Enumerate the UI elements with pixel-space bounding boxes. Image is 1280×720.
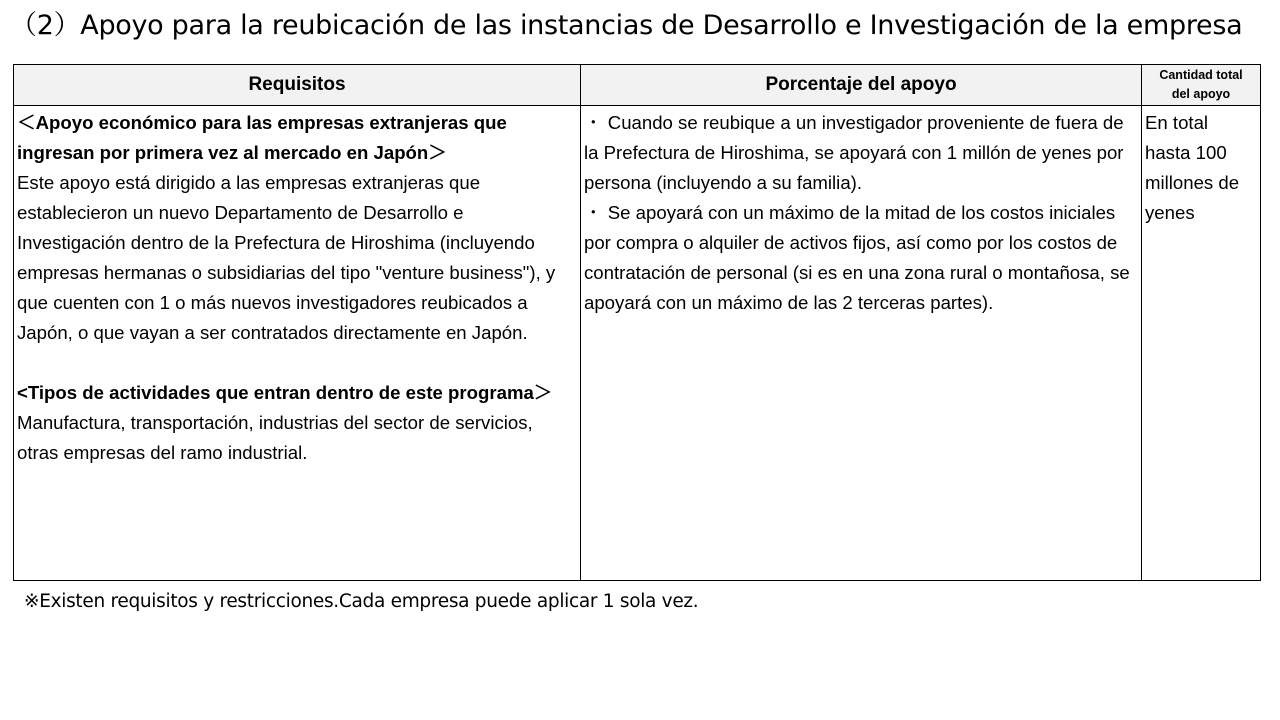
page-title: （2）Apoyo para la reubicación de las instancias de Desarrollo e Investigación de la empresa <box>10 10 1243 41</box>
porcentaje-cell <box>581 106 1142 581</box>
header-cantidad <box>1142 65 1261 106</box>
cantidad-cell <box>1142 106 1261 581</box>
requisitos-heading-apoyo: ＜Apoyo económico para las empresas extranjeras que ingresan por primera vez al mercado en Japón＞ <box>17 112 507 163</box>
support-table <box>13 64 1261 581</box>
paragraph-gap <box>17 348 577 378</box>
porcentaje-item-costos: ・ Se apoyará con un máximo de la mitad de los costos iniciales por compra o alquiler de activos fijos, así como por los costos de contratación de personal (si es en una zona rural o montañosa, se apoyará con un máximo de las 2 terceras partes). <box>584 202 1130 313</box>
table-row <box>14 106 1261 581</box>
footnote: ※Existen requisitos y restricciones.Cada empresa puede aplicar 1 sola vez. <box>24 591 699 612</box>
porcentaje-item-investigador: ・ Cuando se reubique a un investigador proveniente de fuera de la Prefectura de Hiroshima, se apoyará con 1 millón de yenes por persona (incluyendo a su familia). <box>584 112 1124 193</box>
requisitos-cell <box>14 106 581 581</box>
requisitos-body-actividades: Manufactura, transportación, industrias del sector de servicios, otras empresas del ramo industrial. <box>17 412 533 463</box>
header-cantidad-line1: Cantidad total <box>1159 68 1243 82</box>
table-header-row <box>14 65 1261 106</box>
header-cantidad-line2: del apoyo <box>1171 87 1231 101</box>
requisitos-body-apoyo: Este apoyo está dirigido a las empresas extranjeras que establecieron un nuevo Departamento de Desarrollo e Investigación dentro de la Prefectura de Hiroshima (incluyendo empresas hermanas o subsidiarias del tipo "venture business"), y que cuenten con 1 o más nuevos investigadores reubicados a Japón, o que vayan a ser contratados directamente en Japón. <box>17 172 556 343</box>
requisitos-heading-actividades: <Tipos de actividades que entran dentro de este programa＞ <box>17 382 553 403</box>
header-requisitos: Requisitos <box>14 65 581 106</box>
cantidad-value: En total hasta 100 millones de yenes <box>1145 112 1240 223</box>
header-porcentaje: Porcentaje del apoyo <box>581 65 1142 106</box>
